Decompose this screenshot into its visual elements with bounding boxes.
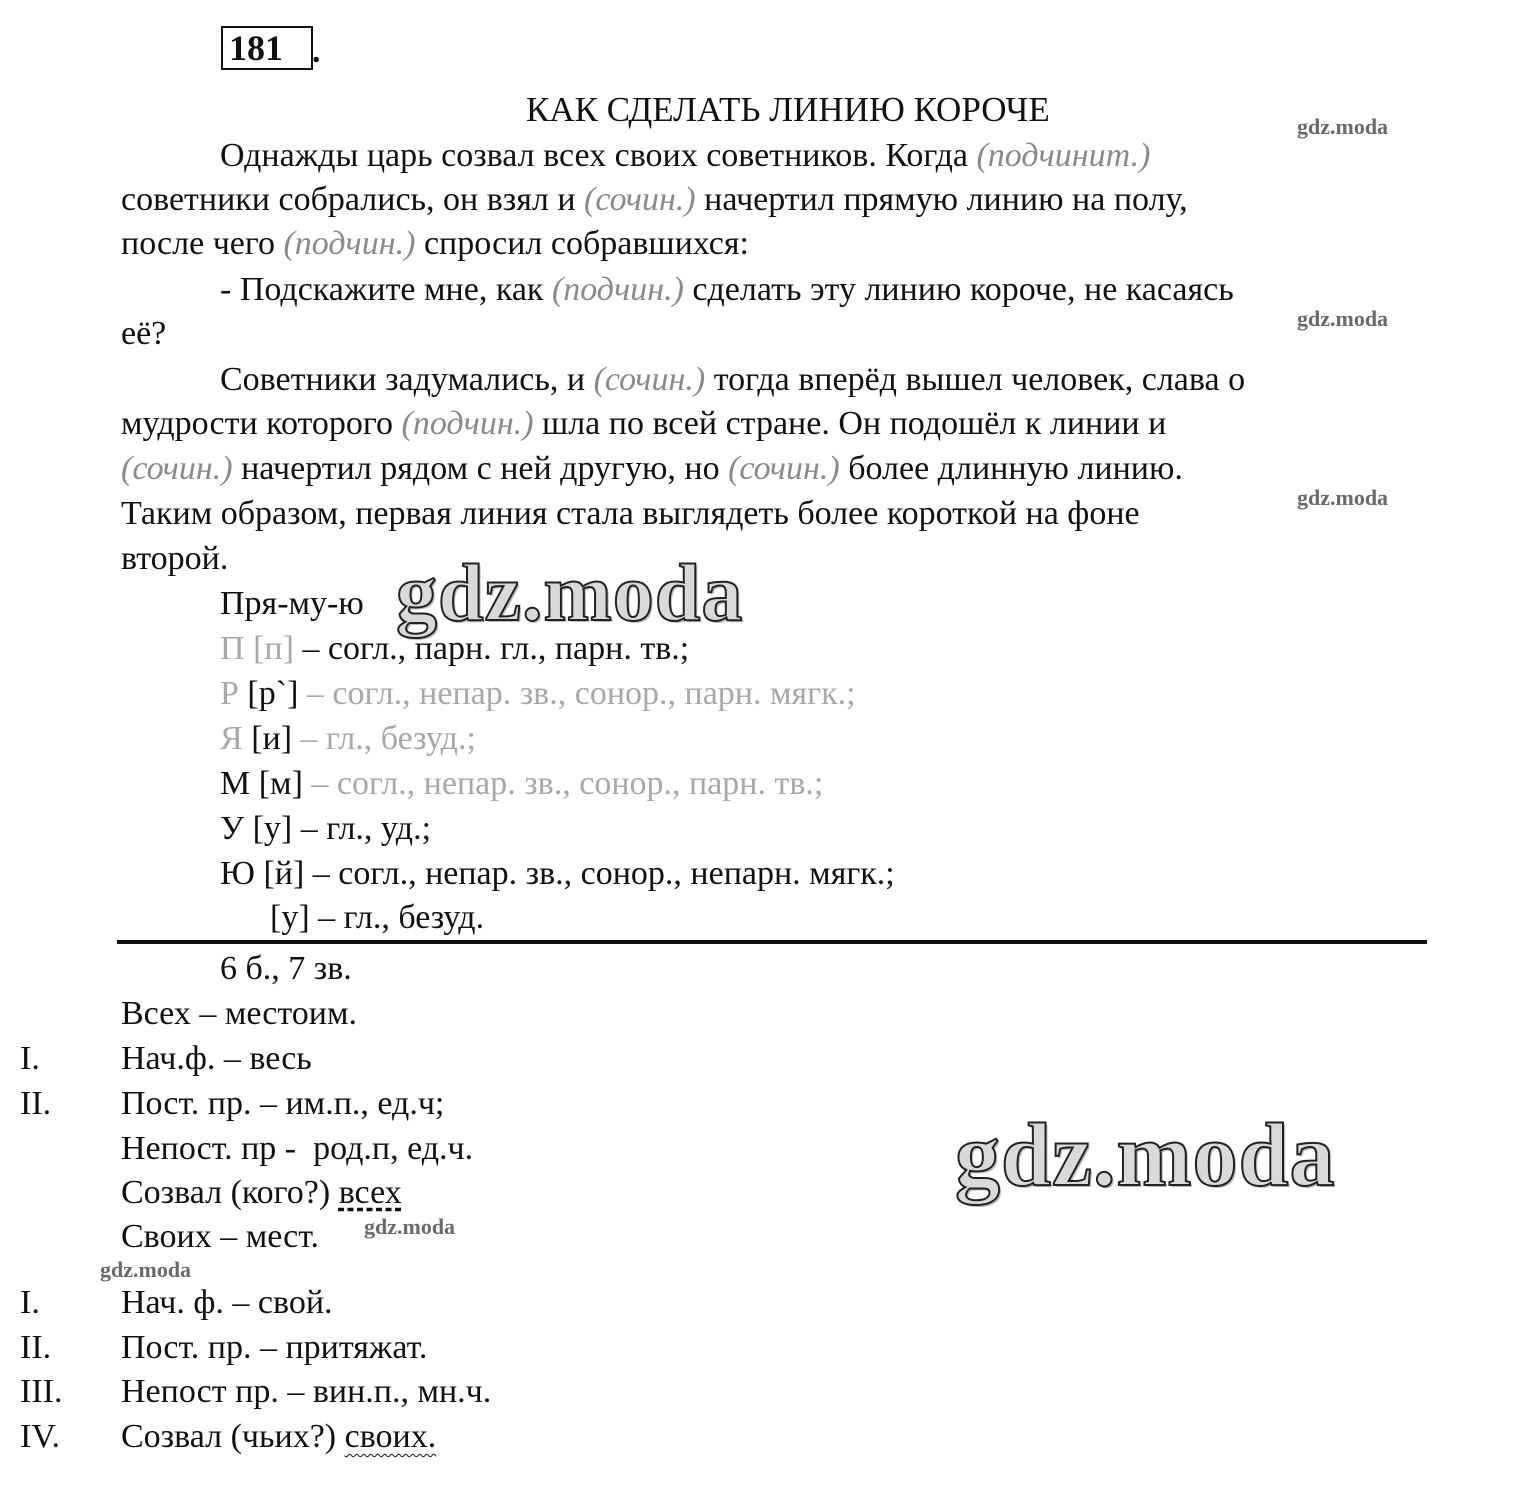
watermark-large: gdz.moda bbox=[396, 547, 744, 638]
phonetic-word: Пря-му-ю bbox=[220, 585, 364, 622]
analysis-num: II. bbox=[20, 1085, 52, 1122]
analysis-num: IV. bbox=[20, 1418, 60, 1455]
underlined-word: своих. bbox=[344, 1418, 437, 1455]
underlined-word: всех bbox=[338, 1174, 402, 1211]
analysis-text: Пост. пр. – притяжат. bbox=[121, 1329, 428, 1366]
phonetic-summary: 6 б., 7 зв. bbox=[220, 950, 352, 987]
phonetic-row: У [у] – гл., уд.; bbox=[220, 810, 432, 847]
task-number-dot: . bbox=[312, 33, 321, 70]
text-line-3: после чего (подчин.) спросил собравшихся: bbox=[121, 225, 749, 262]
analysis-text: Нач. ф. – свой. bbox=[121, 1284, 333, 1321]
text-line-2: советники собрались, он взял и (сочин.) начертил прямую линию на полу, bbox=[121, 181, 1188, 218]
watermark-small: gdz.moda bbox=[100, 1257, 192, 1282]
analysis-num: I. bbox=[20, 1284, 40, 1321]
analysis-heading: Своих – мест. bbox=[121, 1218, 320, 1255]
watermark-small: gdz.moda bbox=[1297, 114, 1389, 139]
analysis-text: Созвал (чьих?) своих. bbox=[121, 1418, 437, 1455]
title: КАК СДЕЛАТЬ ЛИНИЮ КОРОЧЕ bbox=[526, 90, 1050, 129]
text-line-5: её? bbox=[121, 315, 167, 352]
watermark-small: gdz.moda bbox=[1297, 306, 1389, 331]
phonetic-row: П [п] – согл., парн. гл., парн. тв.; bbox=[220, 630, 690, 667]
phonetic-row: М [м] – согл., непар. зв., сонор., парн. тв.; bbox=[220, 765, 824, 802]
analysis-num: I. bbox=[20, 1040, 40, 1077]
divider bbox=[117, 940, 1427, 944]
text-line-6: Советники задумались, и (сочин.) тогда вперёд вышел человек, слава о bbox=[220, 361, 1246, 398]
text-line-4: - Подскажите мне, как (подчин.) сделать эту линию короче, не касаясь bbox=[220, 271, 1234, 308]
watermark-small: gdz.moda bbox=[1297, 485, 1389, 510]
phonetic-row: [у] – гл., безуд. bbox=[270, 899, 485, 936]
analysis-text: Непост. пр - род.п, ед.ч. bbox=[121, 1130, 474, 1167]
analysis-text: Нач.ф. – весь bbox=[121, 1040, 312, 1077]
watermark-small: gdz.moda bbox=[364, 1214, 456, 1239]
phonetic-row: Р [р`] – согл., непар. зв., сонор., парн. мягк.; bbox=[220, 675, 856, 712]
phonetic-row: Я [и] – гл., безуд.; bbox=[220, 720, 476, 757]
analysis-text: Созвал (кого?) всех bbox=[121, 1174, 402, 1211]
analysis-text: Непост пр. – вин.п., мн.ч. bbox=[121, 1373, 492, 1410]
phonetic-row: Ю [й] – согл., непар. зв., сонор., непарн. мягк.; bbox=[220, 855, 895, 892]
analysis-text: Пост. пр. – им.п., ед.ч; bbox=[121, 1085, 445, 1122]
text-line-10: второй. bbox=[121, 540, 229, 577]
text-line-9: Таким образом, первая линия стала выглядеть более короткой на фоне bbox=[121, 495, 1140, 532]
analysis-num: II. bbox=[20, 1329, 52, 1366]
analysis-heading: Всех – местоим. bbox=[121, 995, 357, 1032]
analysis-num: III. bbox=[20, 1373, 63, 1410]
text-line-7: мудрости которого (подчин.) шла по всей стране. Он подошёл к линии и bbox=[121, 405, 1167, 442]
task-number: 181 bbox=[229, 28, 283, 68]
text-line-1: Однажды царь созвал всех своих советников. Когда (подчинит.) bbox=[220, 137, 1151, 174]
task-number-box bbox=[221, 26, 313, 70]
text-line-8: (сочин.) начертил рядом с ней другую, но (сочин.) более длинную линию. bbox=[121, 450, 1183, 487]
watermark-large: gdz.moda bbox=[955, 1106, 1336, 1205]
